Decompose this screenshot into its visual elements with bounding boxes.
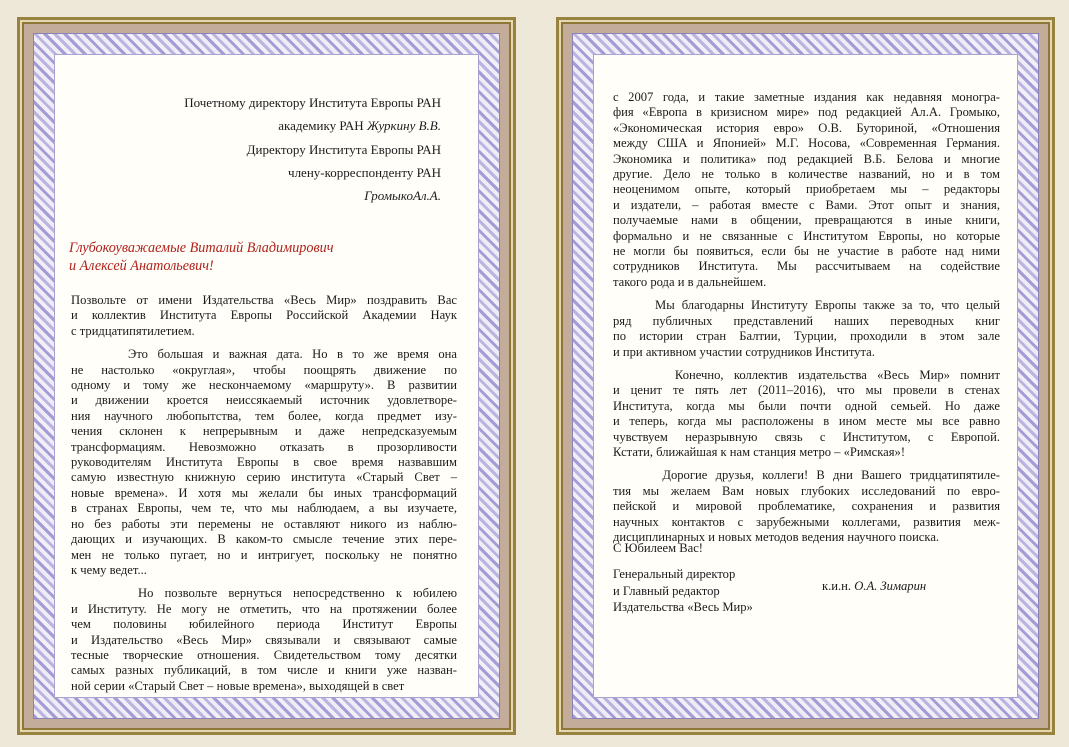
text-line: не настолько «округлая», чтобы поощрять движение по <box>71 362 457 377</box>
text-line: чения склонен к непрерывным и даже непредсказуемым <box>71 424 457 439</box>
text-line: Кстати, ближайшая к нам станция метро – «Римская»! <box>613 444 906 459</box>
salutation: С Юбилеем Вас! <box>613 541 703 555</box>
text-line: Института, когда мы были почти одной семьей. Но даже <box>613 398 1000 413</box>
text-line: неоценимом опыте, который приобретаем мы – редакторы <box>613 182 1000 197</box>
text-line: Это большая и важная дата. Но в то же время она <box>71 347 457 362</box>
text-line: и при активном участии сотрудников Института. <box>613 344 875 359</box>
text-line: Мы благодарны Институту Европы также за то, что целый <box>613 298 1000 313</box>
greeting: Глубокоуважаемые Виталий Владимирович и Алексей Анатольевич! <box>69 240 334 274</box>
text-line: дающих и изучающих. В каком-то смысле течение этих пере- <box>71 532 457 547</box>
text-line: и движении кроется неиссякаемый источник удовлетворе- <box>71 393 457 408</box>
right-ornamental-border <box>572 33 1039 719</box>
text-line: с 2007 года, и такие заметные издания как недавняя моногра- <box>613 90 1000 104</box>
signature-line: и Главный редактор <box>613 583 720 598</box>
text-line: и ценит те пять лет (2011–2016), что мы провели в стенах <box>613 383 1000 398</box>
text-line: трансформациям. Невозможно отказать в прозорливости <box>71 439 457 454</box>
text-line: сотрудников Института. Мы рассчитываем на содействие <box>613 259 1000 274</box>
text-line: другие. Дело не только в количестве названий, но и в том <box>613 167 1000 182</box>
text-line: не могли бы появиться, если бы не участие в работе над ними <box>613 244 1000 259</box>
text-line: Дорогие друзья, коллеги! В дни Вашего тридцатипятиле- <box>613 468 1000 483</box>
left-body-text <box>71 293 457 694</box>
text-line: и Институту. Не могу не отметить, что на протяжении более <box>71 601 457 616</box>
text-line: но без работы эти перемены не оставляют никого из наблю- <box>71 516 457 531</box>
text-line: между США и Японией» М.Г. Носова, «Современная Германия. <box>613 136 1000 151</box>
paragraph <box>613 368 1000 460</box>
signatory: к.и.н. О.А. Зимарин <box>822 579 927 593</box>
text-line: фия «Европа в кризисном мире» под редакцией Ал.А. Громыко, <box>613 105 1000 120</box>
text-line: самую известную книжную серию института «Старый Свет – <box>71 470 457 485</box>
text-line: тесные творческие отношения. Свидетельством тому десятки <box>71 647 457 662</box>
text-line: тия мы желаем Вам новых глубоких исследований по евро- <box>613 483 1000 498</box>
text-line: чувствуем неразрывную связь с Институтом, с Европой. <box>613 429 1000 444</box>
address-line: Почетному директору Института Европы РАН <box>184 95 441 110</box>
text-line: формально и не связанные с Институтом Европы, но которые <box>613 228 1000 243</box>
paragraph <box>613 298 1000 360</box>
right-body-text <box>613 90 1000 545</box>
text-line: дисциплинарных и новых методов ведения научного поиска. <box>613 529 940 544</box>
signatory-name: О.А. Зимарин <box>854 579 927 593</box>
text-line: Позвольте от имени Издательства «Весь Мир» поздравить Вас <box>71 293 457 307</box>
text-line: руководителям Института Европы в свое время назвавшим <box>71 455 457 470</box>
text-line: самых разных публикаций, в том числе и книги уже назван- <box>71 663 457 678</box>
text-line: получаемые нами в общении, превращаются в иные книги, <box>613 213 1000 228</box>
text-line: новые времена». И хотя мы желали бы иных трансформаций <box>71 485 457 500</box>
text-line: мен не только пугает, но и интригует, поскольку не понятно <box>71 547 457 562</box>
left-page <box>54 54 479 698</box>
text-line: к чему ведет... <box>71 562 147 577</box>
left-page-frame <box>17 17 516 735</box>
closing-block <box>613 540 753 616</box>
right-page-frame <box>556 17 1055 735</box>
text-line: и издатели, – работая вместе с Вами. Этот опыт и знания, <box>613 197 1000 212</box>
text-line: пейской и мировой проблематике, сохранения и развития <box>613 499 1000 514</box>
text-line: и теперь, когда мы расположены в ином месте мы все равно <box>613 414 1000 429</box>
paragraph <box>71 347 457 578</box>
left-ornamental-border <box>33 33 500 719</box>
text-line: ния научного любопытства, тем более, когда предмет изу- <box>71 408 457 423</box>
address-line: академику РАН Журкину В.В. <box>278 118 441 134</box>
signature-line: Издательства «Весь Мир» <box>613 600 753 615</box>
paragraph <box>71 586 457 694</box>
text-line: такого рода и в дальнейшем. <box>613 274 767 289</box>
text-line: в странах Европы, чем те, что мы наблюдаем, а вы изучаете, <box>71 501 457 516</box>
paragraph <box>613 468 1000 545</box>
address-line: ГромыкоАл.А. <box>364 188 441 204</box>
paragraph <box>71 293 457 339</box>
address-line: члену-корреспонденту РАН <box>288 164 441 180</box>
signature-line: Генеральный директор <box>613 567 736 582</box>
text-line: с тридцатипятилетием. <box>71 323 195 338</box>
text-line: ряд публичных представлений наших переводных книг <box>613 313 1000 328</box>
text-line: и Издательство «Весь Мир» связывали и связывают самые <box>71 632 457 647</box>
text-line: одному и тому же нескончаемому «маршруту». В развитии <box>71 378 457 393</box>
address-block <box>184 91 441 207</box>
text-line: по истории стран Балтии, Турции, проходили в этом зале <box>613 329 1000 344</box>
text-line: научных контактов с зарубежными коллегами, развития меж- <box>613 514 1000 529</box>
text-line: чем половины юбилейного периода Институт Европы <box>71 617 457 632</box>
text-line: Но позвольте вернуться непосредственно к юбилею <box>71 586 457 601</box>
text-line: и коллектив Института Европы Российской Академии Наук <box>71 308 457 323</box>
text-line: Конечно, коллектив издательства «Весь Мир» помнит <box>613 367 1000 382</box>
right-page <box>593 54 1018 698</box>
text-line: Экономика и политика» под редакцией В.Б. Белова и многие <box>613 151 1000 166</box>
paragraph <box>613 90 1000 290</box>
text-line: ной серии «Старый Свет – новые времена», выходящей в свет <box>71 678 405 693</box>
text-line: «Экономическая история евро» О.В. Буториной, «Отношения <box>613 120 1000 135</box>
address-line: Директору Института Европы РАН <box>246 141 441 157</box>
